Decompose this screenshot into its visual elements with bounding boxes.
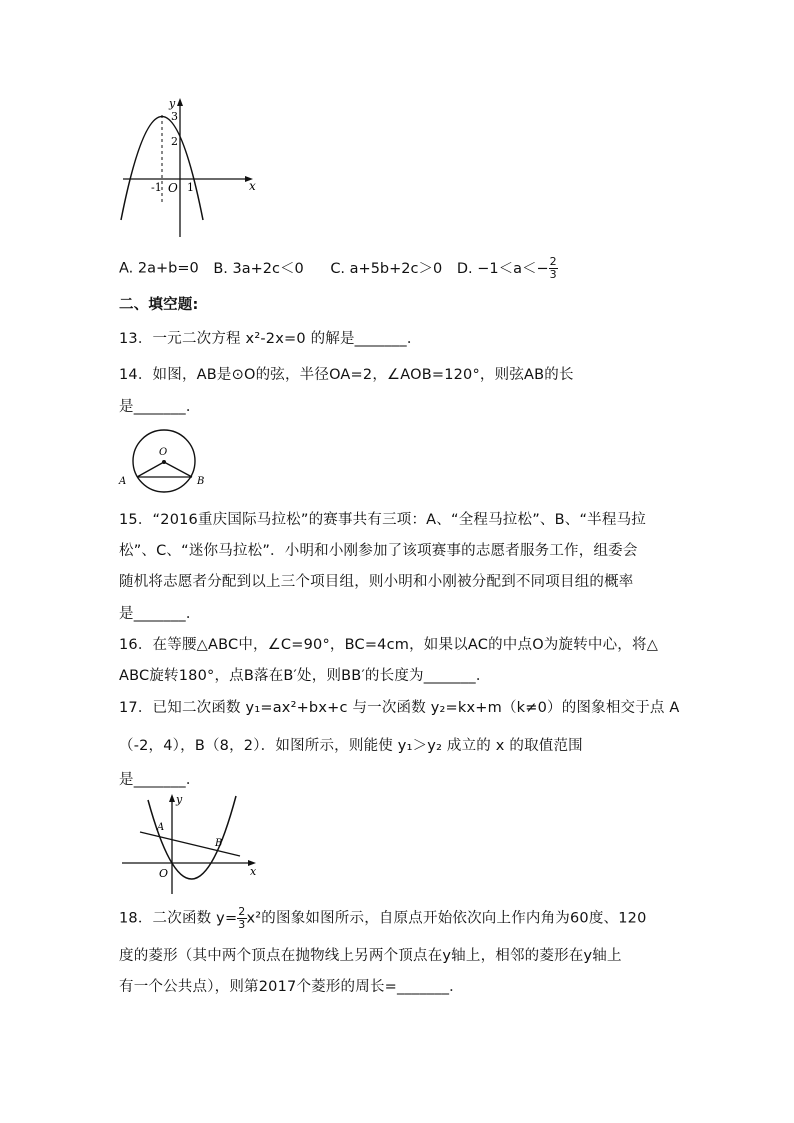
q18-fraction: $\frac{2}{3}$ <box>238 905 246 931</box>
parabola-curve <box>121 117 203 221</box>
question-17-line3: 是_______． <box>119 772 201 788</box>
question-18-line1 <box>119 906 647 931</box>
option-a: A. 2a+b=0 <box>119 260 199 277</box>
y-axis-arrow <box>177 98 183 106</box>
question-16-line1: 16．在等腰△ABC中，∠C=90°，BC=4cm，如果以AC的中点O为旋转中心，将△ <box>119 637 659 653</box>
linear-function-line <box>140 832 240 856</box>
label-a: A <box>119 476 127 487</box>
radius-ob <box>164 462 192 477</box>
question-15-line1: 15．“2016重庆国际马拉松”的赛事共有三项：A、“全程马拉松”、B、“半程马拉 <box>119 512 646 528</box>
circle-figure-q14 <box>118 423 210 495</box>
label-b: B <box>197 476 205 487</box>
option-b: B. 3a+2c＜0 <box>213 260 304 277</box>
label-o: O <box>159 447 168 458</box>
section-title: 二、填空题: <box>119 297 199 313</box>
question-17-line1: 17．已知二次函数 y₁=ax²+bx+c 与一次函数 y₂=kx+m（k≠0）的图象相交于点 A <box>119 700 680 716</box>
tick-y3: 3 <box>171 110 178 123</box>
question-13: 13．一元二次方程 x²-2x=0 的解是_______． <box>119 331 422 347</box>
option-d-fraction: $\frac{2}{3}$ <box>549 255 557 281</box>
option-d <box>456 255 558 281</box>
option-d-prefix: D. −1＜a＜− <box>456 260 549 277</box>
question-14-line1: 14．如图，AB是⊙O的弦，半径OA=2，∠AOB=120°，则弦AB的长 <box>119 367 574 383</box>
question-16-line2: ABC旋转180°，点B落在B′处，则BB′的长度为_______． <box>119 668 491 684</box>
question-17-line2: （-2，4），B（8，2）．如图所示，则能使 y₁＞y₂ 成立的 x 的取值范围 <box>119 738 583 754</box>
origin-label: O <box>159 867 169 880</box>
x-axis-label: x <box>250 865 257 878</box>
y-axis-label: y <box>176 793 183 806</box>
q12-options <box>119 256 558 281</box>
parabola-line-graph-q17 <box>118 790 266 896</box>
question-18-line3: 有一个公共点），则第2017个菱形的周长=_______． <box>119 979 464 995</box>
question-15-line2: 松”、C、“迷你马拉松”．小明和小刚参加了该项赛事的志愿者服务工作，组委会 <box>119 543 638 559</box>
radius-oa <box>137 462 164 477</box>
origin-label: O <box>168 181 178 195</box>
question-18-line2: 度的菱形（其中两个顶点在抛物线上另两个顶点在y轴上，相邻的菱形在y轴上 <box>119 948 622 964</box>
point-b-label: B <box>215 838 223 849</box>
q18-suffix: x²的图象如图所示，自原点开始依次向上作内角为60度、120 <box>246 910 647 927</box>
question-14-line2: 是_______． <box>119 399 201 415</box>
option-c: C. a+5b+2c＞0 <box>330 260 443 277</box>
y-axis-label: y <box>169 97 176 110</box>
tick-x1: 1 <box>187 181 194 194</box>
center-point <box>162 460 166 464</box>
question-15-line3: 随机将志愿者分配到以上三个项目组，则小明和小刚被分配到不同项目组的概率 <box>119 574 634 590</box>
parabola-graph-q12 <box>115 95 265 240</box>
tick-y2: 2 <box>171 135 178 148</box>
question-15-line4: 是_______． <box>119 606 201 622</box>
q18-prefix: 18．二次函数 y= <box>119 910 238 927</box>
x-axis-label: x <box>249 179 256 193</box>
tick-xm1: -1 <box>151 181 162 194</box>
point-a-label: A <box>157 822 165 833</box>
y-axis-arrow <box>169 794 175 802</box>
